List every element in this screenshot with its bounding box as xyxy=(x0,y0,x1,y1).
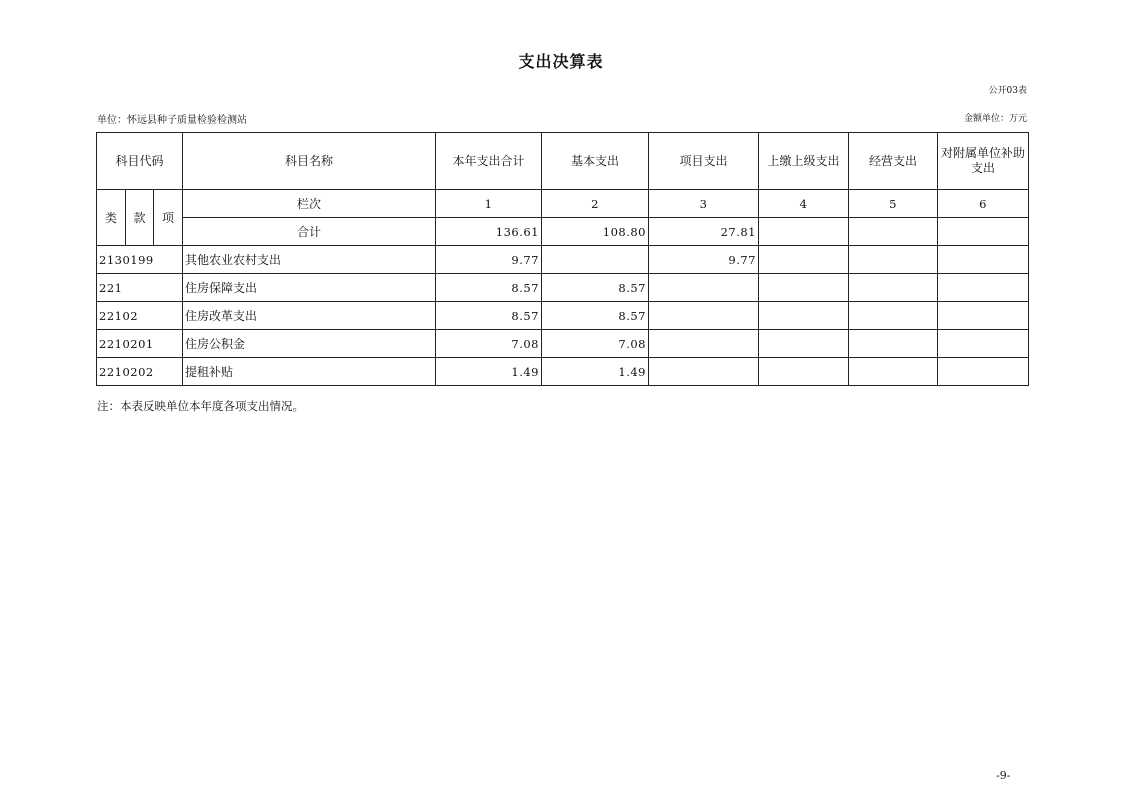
header-total: 本年支出合计 xyxy=(436,133,542,190)
col-number: 4 xyxy=(759,190,849,218)
row-subsidy xyxy=(938,246,1029,274)
row-subsidy xyxy=(938,274,1029,302)
header-business: 经营支出 xyxy=(849,133,938,190)
row-remit xyxy=(759,330,849,358)
header-subject-name: 科目名称 xyxy=(183,133,436,190)
row-code: 221 xyxy=(97,274,183,302)
table-row xyxy=(97,302,1029,330)
header-xiang: 项 xyxy=(154,190,183,246)
row-project xyxy=(649,302,759,330)
row-code: 2210202 xyxy=(97,358,183,386)
row-total: 8.57 xyxy=(436,274,542,302)
header-remit: 上缴上级支出 xyxy=(759,133,849,190)
table-row xyxy=(97,330,1029,358)
row-remit xyxy=(759,274,849,302)
row-basic: 7.08 xyxy=(542,330,649,358)
row-business xyxy=(849,330,938,358)
amount-unit: 金额单位：万元 xyxy=(963,114,1027,124)
row-project xyxy=(649,274,759,302)
row-project xyxy=(649,330,759,358)
row-subsidy xyxy=(938,330,1029,358)
row-project xyxy=(649,358,759,386)
header-subject-code: 科目代码 xyxy=(97,133,183,190)
table-header-row xyxy=(97,133,1029,190)
header-lei: 类 xyxy=(97,190,126,246)
row-name: 提租补贴 xyxy=(183,358,436,386)
total-cell-business xyxy=(849,218,938,246)
row-name: 住房保障支出 xyxy=(183,274,436,302)
row-total: 1.49 xyxy=(436,358,542,386)
table-row xyxy=(97,274,1029,302)
total-cell-subsidy xyxy=(938,218,1029,246)
col-number: 6 xyxy=(938,190,1029,218)
table-row xyxy=(97,246,1029,274)
row-basic: 8.57 xyxy=(542,274,649,302)
total-cell-remit xyxy=(759,218,849,246)
row-basic: 1.49 xyxy=(542,358,649,386)
row-total: 7.08 xyxy=(436,330,542,358)
row-business xyxy=(849,246,938,274)
row-business xyxy=(849,302,938,330)
row-project: 9.77 xyxy=(649,246,759,274)
row-code: 2130199 xyxy=(97,246,183,274)
total-cell-basic: 108.80 xyxy=(542,218,649,246)
row-remit xyxy=(759,358,849,386)
row-total: 8.57 xyxy=(436,302,542,330)
row-basic xyxy=(542,246,649,274)
reporting-unit: 单位：怀远县种子质量检验检测站 xyxy=(97,115,247,126)
page-title: 支出决算表 xyxy=(518,52,604,71)
col-number: 3 xyxy=(649,190,759,218)
row-total: 9.77 xyxy=(436,246,542,274)
expenditure-table xyxy=(96,132,1029,386)
row-name: 其他农业农村支出 xyxy=(183,246,436,274)
row-business xyxy=(849,274,938,302)
row-name: 住房公积金 xyxy=(183,330,436,358)
row-remit xyxy=(759,302,849,330)
column-order-row xyxy=(97,190,1029,218)
row-code: 2210201 xyxy=(97,330,183,358)
row-subsidy xyxy=(938,358,1029,386)
row-remit xyxy=(759,246,849,274)
col-number: 1 xyxy=(436,190,542,218)
total-cell-total: 136.61 xyxy=(436,218,542,246)
table-row xyxy=(97,358,1029,386)
header-basic: 基本支出 xyxy=(542,133,649,190)
table-note: 注：本表反映单位本年度各项支出情况。 xyxy=(97,399,304,413)
page-number: -9- xyxy=(996,769,1011,782)
row-basic: 8.57 xyxy=(542,302,649,330)
header-kuan: 款 xyxy=(126,190,154,246)
total-cell-project: 27.81 xyxy=(649,218,759,246)
form-code: 公开03表 xyxy=(988,86,1027,96)
total-row xyxy=(97,218,1029,246)
header-project: 项目支出 xyxy=(649,133,759,190)
header-subsidy: 对附属单位补助支出 xyxy=(938,133,1029,190)
total-label: 合计 xyxy=(183,218,436,246)
row-code: 22102 xyxy=(97,302,183,330)
col-number: 5 xyxy=(849,190,938,218)
row-subsidy xyxy=(938,302,1029,330)
col-number: 2 xyxy=(542,190,649,218)
row-business xyxy=(849,358,938,386)
row-name: 住房改革支出 xyxy=(183,302,436,330)
column-order-label: 栏次 xyxy=(183,190,436,218)
